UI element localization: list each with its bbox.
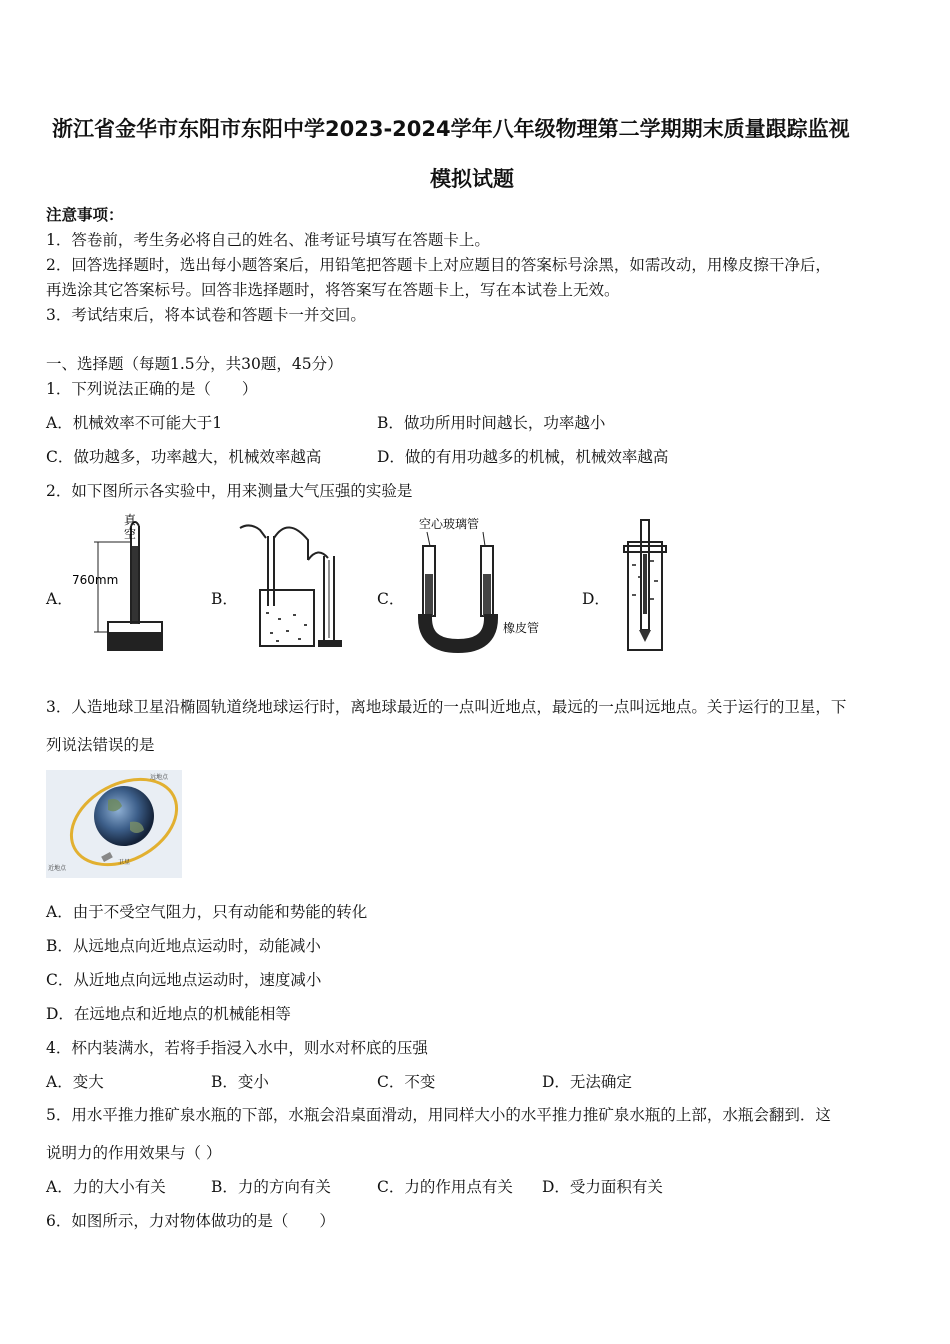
height-label: 760mm — [72, 573, 119, 587]
q2-option-b: B． — [211, 590, 238, 608]
q4-option-a: A．变大 — [46, 1073, 104, 1091]
q2-option-a: A． — [46, 590, 73, 608]
note-2b: 再选涂其它答案标号。回答非选择题时，将答案写在答题卡上，写在本试卷上无效。 — [46, 281, 620, 299]
q2-option-c: C． — [377, 590, 405, 608]
q3-option-d: D．在远地点和近地点的机械能相等 — [46, 1005, 291, 1023]
q3-option-a: A．由于不受空气阻力，只有动能和势能的转化 — [46, 903, 368, 921]
q3-option-c: C．从近地点向远地点运动时，速度减小 — [46, 971, 322, 989]
pressure-beaker-figure — [238, 520, 358, 655]
satellite-orbit-figure — [46, 770, 182, 878]
vacuum-label-2: 空 — [124, 527, 137, 541]
q4-option-d: D．无法确定 — [542, 1073, 632, 1091]
vacuum-label-1: 真 — [124, 513, 137, 527]
q1-option-d: D．做的有用功越多的机械，机械效率越高 — [377, 448, 669, 466]
q1-option-b: B．做功所用时间越长，功率越小 — [377, 414, 606, 432]
section-heading: 一、选择题（每题1.5分，共30题，45分） — [46, 355, 343, 373]
u-tube-figure — [405, 514, 565, 654]
q3-stem-line2: 列说法错误的是 — [46, 736, 155, 754]
apogee-label: 远地点 — [150, 774, 169, 781]
q5-stem-line2: 说明力的作用效果与（ ） — [46, 1144, 222, 1162]
q3-stem-line1: 3．人造地球卫星沿椭圆轨道绕地球运行时，离地球最近的一点叫近地点，最远的一点叫远地点。关于运行的卫星，下 — [46, 698, 847, 716]
q6-stem: 6．如图所示，力对物体做功的是（ ） — [46, 1212, 335, 1230]
q2-stem: 2．如下图所示各实验中，用来测量大气压强的实验是 — [46, 482, 413, 500]
q3-option-b: B．从远地点向近地点运动时，动能减小 — [46, 937, 321, 955]
torricelli-experiment-figure — [68, 512, 168, 658]
q4-option-c: C．不变 — [377, 1073, 436, 1091]
q2-option-d: D． — [582, 590, 610, 608]
q1-option-a: A．机械效率不可能大于1 — [46, 414, 223, 432]
note-1: 1．答卷前，考生务必将自己的姓名、准考证号填写在答题卡上。 — [46, 231, 490, 249]
note-3: 3．考试结束后，将本试卷和答题卡一并交回。 — [46, 306, 366, 324]
perigee-label: 近地点 — [48, 865, 67, 872]
q5-option-d: D．受力面积有关 — [542, 1178, 663, 1196]
page-title-line2: 模拟试题 — [430, 167, 514, 191]
q5-option-c: C．力的作用点有关 — [377, 1178, 513, 1196]
q1-stem: 1．下列说法正确的是（ ） — [46, 380, 258, 398]
notes-heading: 注意事项： — [46, 205, 124, 224]
q4-stem: 4．杯内装满水，若将手指浸入水中，则水对杯底的压强 — [46, 1039, 428, 1057]
page-title-line1: 浙江省金华市东阳市东阳中学2023-2024学年八年级物理第二学期期末质量跟踪监视 — [52, 117, 850, 141]
satellite-label: 卫星 — [118, 859, 131, 866]
note-2a: 2．回答选择题时，选出每小题答案后，用铅笔把答题卡上对应题目的答案标号涂黑，如需改动，用橡皮擦干净后， — [46, 256, 831, 274]
q5-option-a: A．力的大小有关 — [46, 1178, 166, 1196]
q4-option-b: B．变小 — [211, 1073, 269, 1091]
glass-tube-label: 空心玻璃管 — [419, 517, 480, 531]
q5-option-b: B．力的方向有关 — [211, 1178, 331, 1196]
q1-option-c: C．做功越多，功率越大，机械效率越高 — [46, 448, 322, 466]
rubber-hose-label: 橡皮管 — [503, 621, 540, 635]
q5-stem-line1: 5．用水平推力推矿泉水瓶的下部，水瓶会沿桌面滑动，用同样大小的水平推力推矿泉水瓶的上部，水瓶会翻到．这 — [46, 1106, 831, 1124]
cylinder-plunger-figure — [620, 514, 670, 656]
